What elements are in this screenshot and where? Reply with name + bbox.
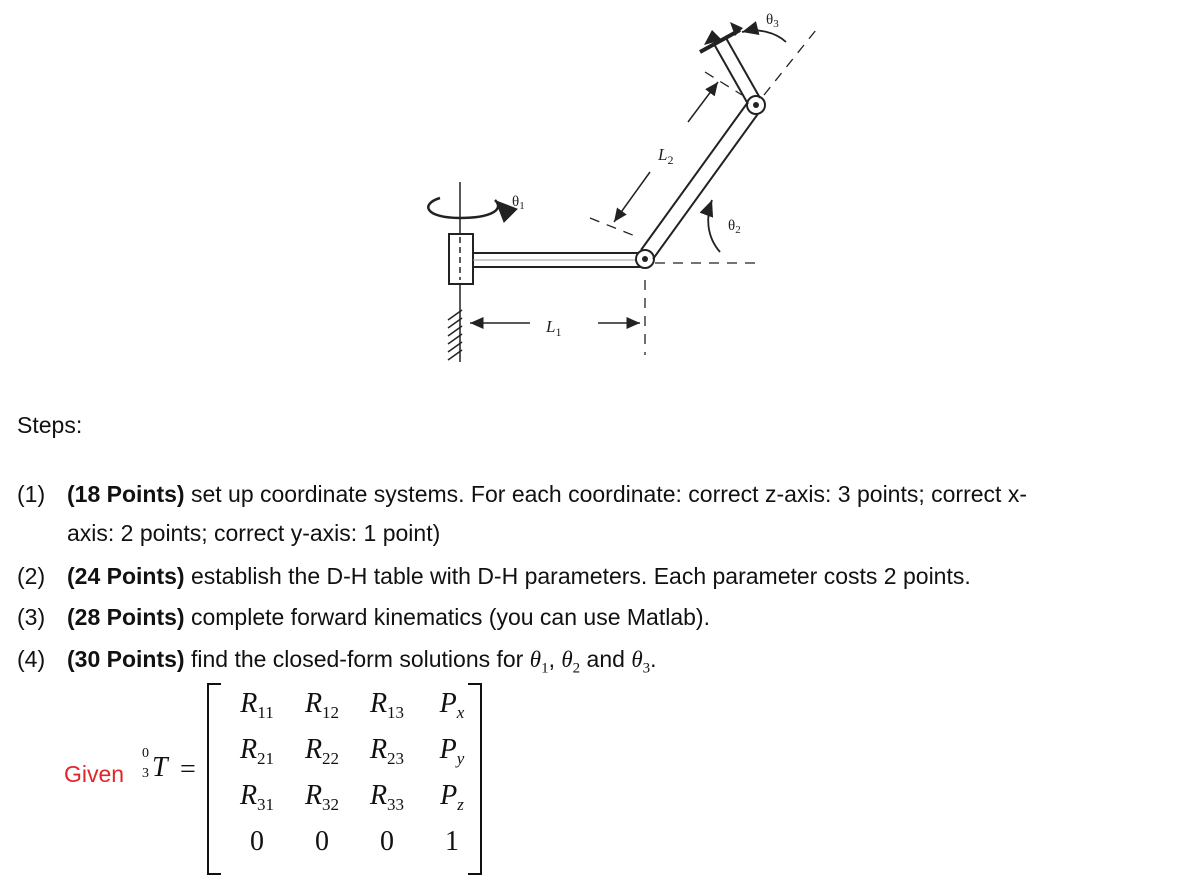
step-text: find the closed-form solutions for — [184, 646, 530, 672]
theta-3-symbol: $\theta_3$ — [631, 647, 651, 677]
steps-title: Steps: — [17, 412, 83, 438]
step-3 — [17, 603, 710, 631]
step-1 — [17, 480, 1027, 508]
theta-1-symbol: $\theta_1$ — [529, 647, 549, 677]
label-L2: $L_2$ — [658, 145, 674, 167]
robot-arm-diagram — [0, 0, 1202, 400]
matrix-cell: $P_y$ — [439, 734, 465, 768]
step-text: establish the D-H table with D-H parameters. Each parameter costs 2 points. — [184, 563, 971, 589]
reference-lines — [590, 25, 820, 355]
link-3 — [700, 22, 760, 104]
label-theta1: $\theta_1$ — [512, 194, 525, 212]
rotation-arrow-theta1 — [428, 198, 498, 218]
angle-arc-theta3 — [742, 30, 786, 42]
link-2 — [641, 102, 760, 259]
step-number: (1) — [17, 481, 46, 507]
matrix-cell: $R_{33}$ — [369, 780, 405, 814]
matrix-cell: $R_{11}$ — [240, 688, 274, 722]
equals-sign: = — [180, 754, 196, 785]
matrix-cell: 0 — [250, 826, 264, 857]
theta-2-symbol: $\theta_2$ — [561, 647, 581, 677]
matrix-cell: $P_z$ — [440, 780, 464, 814]
step-1-continuation: axis: 2 points; correct y-axis: 1 point) — [67, 520, 441, 546]
step-points: (18 Points) — [67, 481, 185, 507]
given-label: Given — [64, 761, 125, 787]
matrix-cell: 0 — [315, 826, 329, 857]
step-text: set up coordinate systems. For each coordinate: correct z-axis: 3 points; correct x- — [184, 481, 1027, 507]
step-4: (4) (30 Points) find the closed-form solutions for $\theta_1$, $\theta_2$ and $\theta_3$. — [17, 646, 657, 677]
step-number: (4) — [17, 646, 46, 672]
matrix-cell: $R_{12}$ — [304, 688, 340, 722]
step-points: (24 Points) — [67, 563, 185, 589]
matrix-cell: $R_{23}$ — [369, 734, 405, 768]
matrix-cell: 1 — [445, 826, 459, 857]
matrix-cell: $R_{21}$ — [239, 734, 275, 768]
matrix-cell: $R_{32}$ — [304, 780, 340, 814]
step-number: (3) — [17, 604, 46, 630]
step-text: complete forward kinematics (you can use Matlab). — [184, 604, 710, 630]
transform-symbol: 0 3 T — [142, 746, 168, 783]
link-1 — [473, 253, 643, 267]
matrix-cell: 0 — [380, 826, 394, 857]
matrix-cell: $R_{22}$ — [304, 734, 340, 768]
matrix-bracket-left — [207, 683, 221, 875]
step-2 — [17, 562, 971, 590]
matrix-cell: $R_{31}$ — [239, 780, 275, 814]
label-L1: $L_1$ — [546, 317, 562, 339]
matrix-cell: $R_{13}$ — [369, 688, 405, 722]
step-points: (30 Points) — [67, 646, 185, 672]
step-number: (2) — [17, 563, 46, 589]
matrix-cell: $P_x$ — [439, 688, 465, 722]
angle-arc-theta2 — [708, 200, 720, 252]
base-joint-box — [449, 234, 473, 284]
label-theta2: $\theta_2$ — [728, 218, 741, 236]
label-theta3: $\theta_3$ — [766, 12, 779, 30]
step-points: (28 Points) — [67, 604, 185, 630]
